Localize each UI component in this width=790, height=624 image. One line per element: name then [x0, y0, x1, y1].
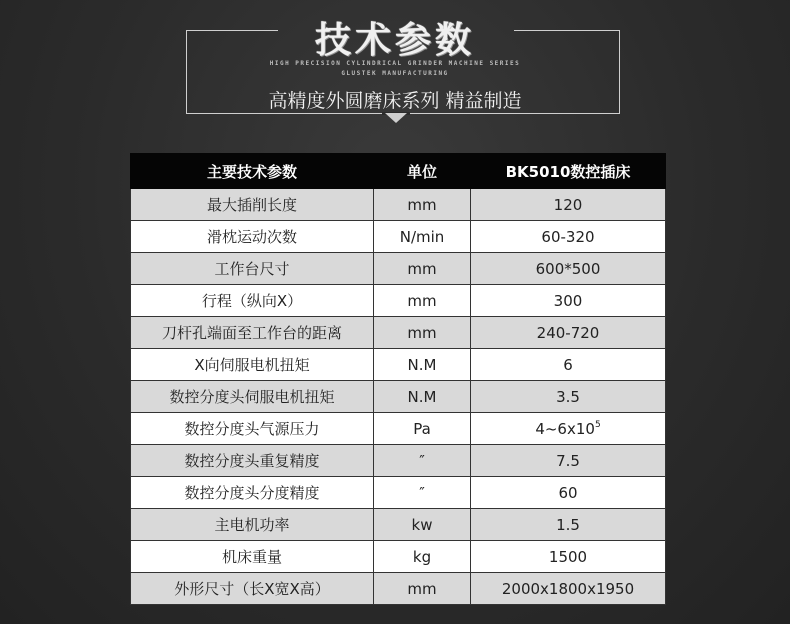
cell-value — [471, 253, 666, 285]
cell-value-text: 6 — [563, 355, 573, 374]
cell-unit — [374, 413, 471, 445]
cell-param-text: 行程（纵向X） — [201, 292, 303, 310]
cell-unit-text: N.M — [407, 355, 437, 374]
cell-param — [131, 445, 374, 477]
table-row — [131, 445, 666, 477]
cell-unit-text: mm — [407, 291, 437, 310]
cell-unit-text: Pa — [413, 419, 431, 438]
cell-param-text: 滑枕运动次数 — [206, 228, 297, 246]
cell-param-text: 刀杆孔端面至工作台的距离 — [161, 324, 342, 342]
column-header-model: BK5010数控插床 — [471, 154, 666, 189]
cell-param-text: 数控分度头伺服电机扭矩 — [169, 388, 335, 406]
subtitle-chinese: 高精度外圆磨床系列 精益制造 — [268, 90, 522, 112]
cell-unit-text: N.M — [407, 387, 437, 406]
cell-unit-text: mm — [407, 195, 437, 214]
page-title: 技术参数 — [314, 20, 475, 61]
cell-param-text: 主电机功率 — [214, 516, 290, 534]
subtitle-english-1: HIGH PRECISION CYLINDRICAL GRINDER MACHINE SERIES — [269, 60, 521, 67]
cell-param — [131, 189, 374, 221]
table-row — [131, 285, 666, 317]
table-row — [131, 509, 666, 541]
cell-value — [471, 221, 666, 253]
cell-unit — [374, 349, 471, 381]
cell-value — [471, 349, 666, 381]
cell-param — [131, 413, 374, 445]
cell-unit — [374, 573, 471, 605]
table-header-row — [131, 154, 666, 189]
cell-value-text: 60 — [558, 483, 578, 502]
cell-unit — [374, 189, 471, 221]
cell-unit — [374, 381, 471, 413]
cell-value — [471, 509, 666, 541]
cell-value-text: 4~6x10 — [535, 419, 595, 438]
cell-value-text: 120 — [553, 195, 583, 214]
cell-value — [471, 477, 666, 509]
table-row — [131, 477, 666, 509]
cell-unit-text: mm — [407, 259, 437, 278]
table-row — [131, 541, 666, 573]
cell-unit — [374, 477, 471, 509]
cell-value — [471, 541, 666, 573]
cell-unit — [374, 221, 471, 253]
cell-unit — [374, 285, 471, 317]
down-arrow-icon — [385, 113, 407, 123]
cell-param — [131, 349, 374, 381]
cell-param-text: 数控分度头分度精度 — [184, 484, 320, 502]
cell-unit — [374, 317, 471, 349]
cell-value-text: 3.5 — [556, 387, 580, 406]
cell-param — [131, 317, 374, 349]
cell-unit-text: N/min — [399, 227, 445, 246]
cell-param — [131, 253, 374, 285]
cell-param-text: 最大插削长度 — [206, 196, 297, 214]
cell-param — [131, 573, 374, 605]
cell-value-text: 7.5 — [556, 451, 580, 470]
cell-unit — [374, 541, 471, 573]
cell-value-text: 2000x1800x1950 — [501, 579, 635, 598]
cell-value — [471, 317, 666, 349]
column-header-unit: 单位 — [374, 154, 471, 189]
cell-param-text: 数控分度头重复精度 — [184, 452, 320, 470]
cell-unit-text: ″ — [419, 483, 425, 502]
table-row — [131, 221, 666, 253]
cell-unit-text: ″ — [419, 451, 425, 470]
cell-param — [131, 285, 374, 317]
cell-unit-text: kw — [411, 515, 433, 534]
cell-value — [471, 573, 666, 605]
cell-value-text: 600*500 — [535, 259, 601, 278]
table-row — [131, 381, 666, 413]
cell-param — [131, 541, 374, 573]
cell-param-text: X向伺服电机扭矩 — [194, 356, 310, 374]
table-row — [131, 253, 666, 285]
cell-value — [471, 189, 666, 221]
cell-value-text: 300 — [553, 291, 583, 310]
column-header-param: 主要技术参数 — [131, 154, 374, 189]
spec-table — [130, 153, 666, 605]
cell-param — [131, 477, 374, 509]
cell-value — [471, 445, 666, 477]
cell-param-text: 数控分度头气源压力 — [184, 420, 320, 438]
table-row — [131, 413, 666, 445]
cell-unit-text: mm — [407, 579, 437, 598]
cell-value-text: 1500 — [548, 547, 588, 566]
cell-param-text: 工作台尺寸 — [214, 260, 290, 278]
table-row — [131, 573, 666, 605]
cell-param — [131, 381, 374, 413]
cell-value — [471, 285, 666, 317]
cell-unit-text: mm — [407, 323, 437, 342]
table-row — [131, 317, 666, 349]
cell-unit — [374, 509, 471, 541]
cell-value-text: 1.5 — [556, 515, 580, 534]
cell-value-text: 240-720 — [536, 323, 600, 342]
cell-param-text: 机床重量 — [221, 548, 282, 566]
cell-unit — [374, 445, 471, 477]
cell-param — [131, 509, 374, 541]
cell-unit-text: kg — [412, 547, 432, 566]
cell-value — [471, 413, 666, 445]
cell-value-text: 60-320 — [541, 227, 595, 246]
pressure-exponent: 5 — [594, 419, 601, 430]
cell-value — [471, 381, 666, 413]
table-row — [131, 189, 666, 221]
subtitle-english-2: GLUSTEK MANUFACTURING — [341, 70, 449, 77]
table-row — [131, 349, 666, 381]
cell-param-text: 外形尺寸（长X宽X高） — [174, 580, 330, 598]
cell-param — [131, 221, 374, 253]
cell-unit — [374, 253, 471, 285]
